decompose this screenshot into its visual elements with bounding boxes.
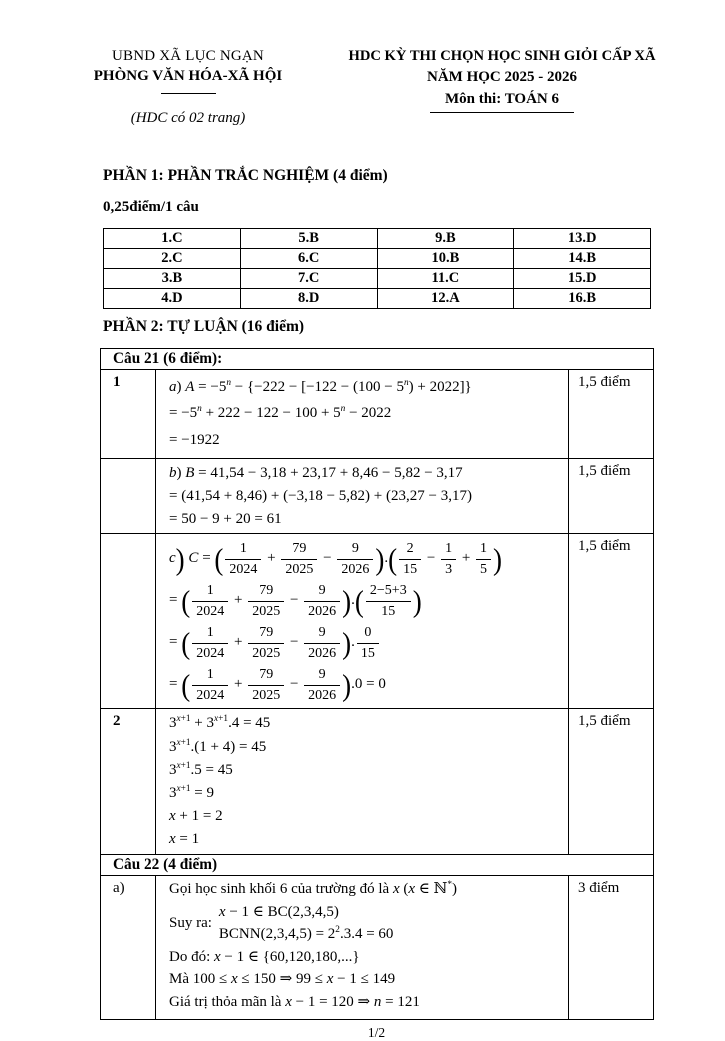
- math-line: $3^{x+1}.5 = 45$: [169, 760, 233, 778]
- math-line: x − 1 ∈ BC(2,3,4,5): [218, 904, 339, 921]
- table-row: [104, 229, 651, 249]
- math-line: $3^{x+1} = 9$: [169, 784, 215, 802]
- points-cell: 1,5 điểm: [569, 458, 654, 534]
- math-line: a) $A = -5^n - \{-222 - [-122 - (100 - 5^n) + 2022]\}$: [169, 378, 472, 395]
- answer-cell: 1.C: [104, 229, 241, 249]
- solution-content: [156, 876, 569, 1020]
- page-number: 1/2: [367, 1025, 386, 1041]
- table-row: [101, 876, 654, 1020]
- answer-cell: 7.C: [240, 269, 377, 289]
- math-line: = (41,54 + 8,46) + (−3,18 − 5,82) + (23,27 − 3,17): [169, 488, 472, 505]
- subquestion-number: 1: [101, 370, 156, 459]
- answer-cell: 3.B: [104, 269, 241, 289]
- table-row: [104, 249, 651, 269]
- math-line: = $-5^n + 222 - 122 - 100 + 5^n - 2022$: [169, 404, 392, 422]
- math-line: $3^{x+1} + 3^{x+1}.4 = 45$: [169, 714, 271, 732]
- points-cell: 1,5 điểm: [569, 709, 654, 855]
- solution-content: [156, 709, 569, 855]
- table-row: [101, 855, 654, 876]
- table-row: [101, 370, 654, 459]
- math-line: = ( $\frac{1}{2024}$ + $\frac{79}{2025}$ − $\frac{9}{2026}$ ). $\frac{0}{15}$: [169, 622, 564, 662]
- org-name: UBND XÃ LỤC NGẠN: [112, 48, 264, 64]
- answer-cell: 9.B: [377, 229, 514, 249]
- multiple-choice-answer-table: [103, 228, 651, 309]
- table-row: [101, 349, 654, 370]
- issuing-org-block: [68, 46, 308, 127]
- points-cell: 3 điểm: [569, 876, 654, 1020]
- essay-solution-table: [100, 348, 654, 1020]
- math-line: BCNN(2,3,4,5) = $2^2.3.4 = 60$: [218, 924, 394, 942]
- table-row: [101, 458, 654, 534]
- solution-content: [156, 458, 569, 534]
- answer-cell: 5.B: [240, 229, 377, 249]
- answer-cell: 14.B: [514, 249, 651, 269]
- org-department: PHÒNG VĂN HÓA-XÃ HỘI: [93, 68, 283, 84]
- exam-title-block: [328, 46, 676, 113]
- math-line: = 50 − 9 + 20 = 61: [169, 511, 282, 528]
- table-row: [101, 709, 654, 855]
- part1-scoring-note: 0,25điểm/1 câu: [103, 199, 199, 215]
- subquestion-number: 2: [101, 709, 156, 855]
- points-cell: 1,5 điểm: [569, 370, 654, 459]
- math-line: = −1922: [169, 431, 220, 448]
- document-header: [0, 0, 725, 150]
- suyra-stack: [219, 902, 394, 946]
- answer-cell: 13.D: [514, 229, 651, 249]
- question21-header: Câu 21 (6 điểm):: [101, 349, 654, 370]
- solution-text-line: Giá trị thỏa mãn là x − 1 = 120 ⇒ n = 121: [169, 994, 420, 1011]
- answer-cell: 2.C: [104, 249, 241, 269]
- table-row: [101, 534, 654, 709]
- table-row: [104, 289, 651, 309]
- solution-content: [156, 534, 569, 709]
- subquestion-number: a): [101, 876, 156, 1020]
- solution-text-line: Gọi học sinh khối 6 của trường đó là x (x ∈ ℕ*): [169, 880, 458, 898]
- answer-cell: 15.D: [514, 269, 651, 289]
- exam-title: HDC KỲ THI CHỌN HỌC SINH GIỎI CẤP XÃ: [348, 48, 656, 64]
- math-line: $3^{x+1}.(1 + 4) = 45$: [169, 737, 267, 755]
- table-row: [104, 269, 651, 289]
- page-count-note: (HDC có 02 trang): [130, 110, 246, 126]
- part2-title: PHẦN 2: TỰ LUẬN (16 điểm): [103, 318, 305, 335]
- math-line: = ( $\frac{1}{2024}$ + $\frac{79}{2025}$ − $\frac{9}{2026}$ ).( $\frac{2-5+3}{15}$ ): [169, 583, 422, 619]
- answer-cell: 4.D: [104, 289, 241, 309]
- points-cell: 1,5 điểm: [569, 534, 654, 709]
- math-line: c) C = ( $\frac{1}{2024}$ + $\frac{79}{2025}$ − $\frac{9}{2026}$ ).( $\frac{2}{15}$ − $\frac{1}{3}$ + $\frac{1}{5}$ ): [169, 541, 503, 577]
- suyra-label: Suy ra:: [169, 915, 212, 932]
- math-line: x = 1: [169, 831, 200, 848]
- answer-cell: 10.B: [377, 249, 514, 269]
- math-line: = ( $\frac{1}{2024}$ + $\frac{79}{2025}$ − $\frac{9}{2026}$ ).0 = 0: [169, 667, 386, 703]
- math-line: b) B = 41,54 − 3,18 + 23,17 + 8,46 − 5,82 − 3,17: [169, 464, 463, 481]
- suyra-block: [169, 902, 564, 946]
- answer-cell: 12.A: [377, 289, 514, 309]
- header-divider: [161, 93, 216, 94]
- part1-title: PHẦN 1: PHẦN TRẮC NGHIỆM (4 điểm): [103, 167, 388, 184]
- exam-subject: Môn thi: TOÁN 6: [430, 90, 574, 113]
- answer-cell: 8.D: [240, 289, 377, 309]
- subquestion-number: [101, 534, 156, 709]
- math-line: x + 1 = 2: [169, 808, 223, 825]
- solution-content: [156, 370, 569, 459]
- answer-cell: 11.C: [377, 269, 514, 289]
- answer-cell: 16.B: [514, 289, 651, 309]
- school-year: NĂM HỌC 2025 - 2026: [427, 69, 577, 85]
- subquestion-number: [101, 458, 156, 534]
- question22-header: Câu 22 (4 điểm): [101, 855, 654, 876]
- solution-text-line: Mà 100 ≤ x ≤ 150 ⇒ 99 ≤ x − 1 ≤ 149: [169, 971, 396, 988]
- solution-text-line: Do đó: x − 1 ∈ {60,120,180,...}: [169, 948, 360, 965]
- answer-cell: 6.C: [240, 249, 377, 269]
